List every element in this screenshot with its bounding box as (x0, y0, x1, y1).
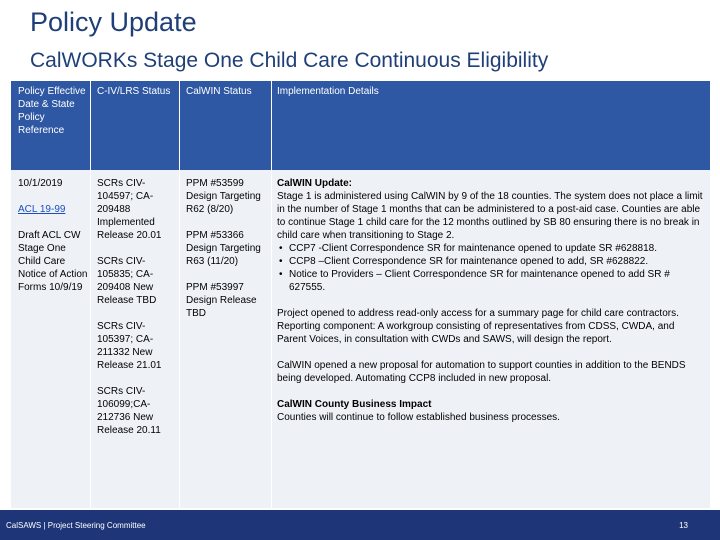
scr-entry: SCRs CIV-105397; CA-211332 New Release 21.01 (97, 321, 162, 371)
proposal-text: CalWIN opened a new proposal for automation to support counties in addition to the BENDS being developed. Automating CCP8 included in new proposal. (277, 360, 686, 384)
scr-entry: SCRs CIV-104597; CA-209488 Implemented Release 20.01 (97, 178, 162, 241)
list-item: • CCP8 –Client Correspondence SR for maintenance opened to add, SR #628822. (279, 256, 649, 267)
ppm-entry: PPM #53366 Design Targeting R63 (11/20) (186, 230, 261, 267)
acl-link[interactable]: ACL 19-99 (18, 204, 66, 215)
update-bullet-list (277, 242, 703, 294)
civ-lrs-status-cell (97, 177, 175, 437)
header-policy-reference: Policy Effective Date & State Policy Reference (18, 86, 86, 136)
project-text: Project opened to address read-only access for a summary page for child care contractors. (277, 308, 679, 319)
implementation-details-cell (277, 177, 703, 424)
ppm-entry: PPM #53997 Design Release TBD (186, 282, 257, 319)
header-civ-lrs-status: C-IV/LRS Status (97, 86, 171, 97)
list-item: • Notice to Providers – Client Correspondence SR for maintenance opened to add SR # 627555. (279, 269, 670, 293)
policy-reference-cell (18, 177, 88, 294)
ppm-entry: PPM #53599 Design Targeting R62 (8/20) (186, 178, 261, 215)
header-implementation-details: Implementation Details (277, 86, 379, 97)
column-divider (179, 81, 180, 508)
page-number: 13 (679, 521, 688, 530)
calwin-status-cell (186, 177, 268, 320)
policy-table (11, 81, 710, 508)
calwin-update-heading: CalWIN Update: (277, 178, 352, 189)
footer-label: CalSAWS | Project Steering Committee (6, 521, 146, 530)
page-title: Policy Update (30, 7, 197, 37)
draft-acl-text: Draft ACL CW Stage One Child Care Notice of Action Forms 10/9/19 (18, 230, 88, 293)
reporting-text: Reporting component: A workgroup consisting of representatives from CDSS, CWDA, and Parent Voices, in consultation with CWDs and SAWS, will design the report. (277, 321, 675, 345)
calwin-update-text: Stage 1 is administered using CalWIN by 9 of the 18 counties. The system does not place a limit in the number of Stage 1 months that can be administered to a post-aid case. Counties are able to continue Stage 1 child care for the 12 months outlined by SB 80 ensuring there is no break in child care when transitioning to Stage 2. (277, 191, 703, 241)
business-impact-text: Counties will continue to follow established business processes. (277, 412, 560, 423)
header-calwin-status: CalWIN Status (186, 86, 252, 97)
column-divider (90, 81, 91, 508)
footer-bar (0, 510, 720, 540)
scr-entry: SCRs CIV-105835; CA-209408 New Release TBD (97, 256, 157, 306)
table-header-row (11, 81, 710, 170)
page-subtitle: CalWORKs Stage One Child Care Continuous Eligibility (30, 49, 549, 72)
column-divider (271, 81, 272, 508)
list-item: • CCP7 -Client Correspondence SR for maintenance opened to update SR #628818. (279, 243, 658, 254)
scr-entry: SCRs CIV-106099;CA-212736 New Release 20.11 (97, 386, 161, 436)
business-impact-heading: CalWIN County Business Impact (277, 399, 432, 410)
effective-date: 10/1/2019 (18, 178, 63, 189)
